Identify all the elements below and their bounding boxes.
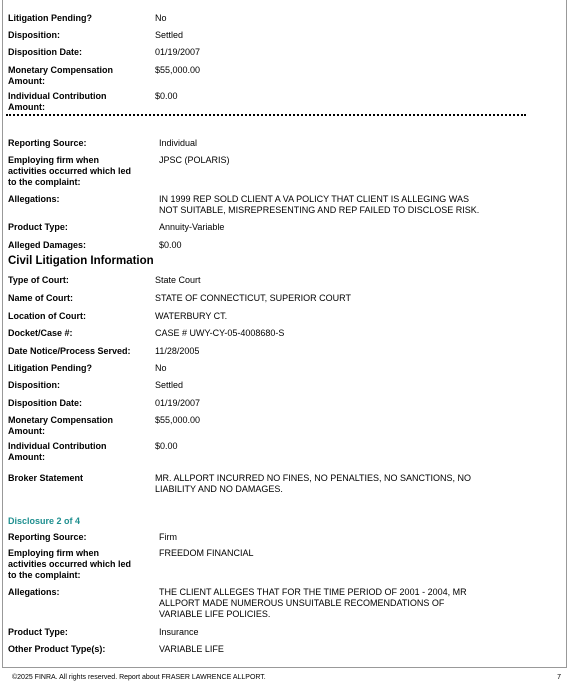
value-line: IN 1999 REP SOLD CLIENT A VA POLICY THAT CLIENT IS ALLEGING WAS: [159, 194, 469, 204]
label-line: Employing firm when: [8, 548, 100, 558]
field-value: [159, 587, 467, 620]
field-value: No: [155, 13, 167, 23]
field-label: Product Type:: [8, 627, 68, 637]
field-value: Annuity-Variable: [159, 222, 225, 232]
field-label: Docket/Case #:: [8, 328, 73, 338]
civil-litigation-heading: Civil Litigation Information: [8, 255, 154, 267]
field-label: Disposition Date:: [8, 47, 83, 57]
field-value: No: [155, 363, 167, 373]
field-value: FREEDOM FINANCIAL: [159, 548, 254, 558]
field-label: Allegations:: [8, 194, 60, 204]
field-label: Allegations:: [8, 587, 60, 597]
field-value: $55,000.00: [155, 65, 201, 75]
label-line: Amount:: [8, 426, 45, 436]
field-value: Settled: [155, 30, 184, 40]
field-label: [8, 548, 148, 581]
field-value: Firm: [159, 532, 177, 542]
value-line: MR. ALLPORT INCURRED NO FINES, NO PENALTIES, NO SANCTIONS, NO: [155, 473, 472, 483]
field-value: CASE # UWY-CY-05-4008680-S: [155, 328, 285, 338]
section-divider: [6, 114, 526, 116]
label-line: Amount:: [8, 76, 45, 86]
field-value: Insurance: [159, 627, 199, 637]
field-label: Broker Statement: [8, 473, 84, 483]
field-label: Disposition:: [8, 30, 60, 40]
field-label: [8, 91, 148, 113]
field-value: 11/28/2005: [155, 346, 200, 356]
label-line: Individual Contribution: [8, 441, 107, 451]
label-line: Employing firm when: [8, 155, 100, 165]
field-value: Individual: [159, 138, 198, 148]
footer-copyright: ©2025 FINRA. All rights reserved. Report about FRASER LAWRENCE ALLPORT.: [12, 674, 266, 681]
value-line: THE CLIENT ALLEGES THAT FOR THE TIME PERIOD OF 2001 - 2004, MR: [159, 587, 467, 597]
field-label: Name of Court:: [8, 293, 73, 303]
field-label: Disposition Date:: [8, 398, 83, 408]
field-label: [8, 155, 148, 188]
label-line: activities occurred which led: [8, 559, 132, 569]
field-label: Location of Court:: [8, 311, 86, 321]
value-line: NOT SUITABLE, MISREPRESENTING AND REP FAILED TO DISCLOSE RISK.: [159, 205, 480, 215]
field-value: $0.00: [155, 91, 178, 101]
label-line: Amount:: [8, 102, 45, 112]
field-label: Type of Court:: [8, 275, 69, 285]
field-value: Settled: [155, 380, 184, 390]
field-label: [8, 415, 148, 437]
field-value: $55,000.00: [155, 415, 201, 425]
label-line: to the complaint:: [8, 177, 81, 187]
field-value: 01/19/2007: [155, 47, 201, 57]
label-line: to the complaint:: [8, 570, 81, 580]
field-label: Reporting Source:: [8, 138, 87, 148]
value-line: LIABILITY AND NO DAMAGES.: [155, 484, 283, 494]
field-label: Disposition:: [8, 380, 60, 390]
label-line: Individual Contribution: [8, 91, 107, 101]
field-value: [159, 194, 479, 216]
field-label: Reporting Source:: [8, 532, 87, 542]
page-number: 7: [557, 674, 561, 681]
field-label: Litigation Pending?: [8, 363, 92, 373]
label-line: activities occurred which led: [8, 166, 132, 176]
field-label: Product Type:: [8, 222, 68, 232]
field-value: $0.00: [155, 441, 178, 451]
field-label: Date Notice/Process Served:: [8, 346, 131, 356]
field-value: State Court: [155, 275, 201, 285]
field-value: STATE OF CONNECTICUT, SUPERIOR COURT: [155, 293, 352, 303]
field-label: [8, 65, 148, 87]
field-value: WATERBURY CT.: [155, 311, 228, 321]
field-value: 01/19/2007: [155, 398, 201, 408]
field-value: JPSC (POLARIS): [159, 155, 230, 165]
value-line: VARIABLE LIFE POLICIES.: [159, 609, 271, 619]
disclosure-heading: Disclosure 2 of 4: [8, 516, 81, 526]
value-line: ALLPORT MADE NUMEROUS UNSUITABLE RECOMENDATIONS OF: [159, 598, 445, 608]
label-line: Monetary Compensation: [8, 415, 114, 425]
label-line: Monetary Compensation: [8, 65, 114, 75]
field-label: Other Product Type(s):: [8, 644, 106, 654]
field-label: Alleged Damages:: [8, 240, 87, 250]
field-value: $0.00: [159, 240, 182, 250]
field-label: Litigation Pending?: [8, 13, 92, 23]
label-line: Amount:: [8, 452, 45, 462]
field-label: [8, 441, 148, 463]
field-value: VARIABLE LIFE: [159, 644, 224, 654]
field-value: [155, 473, 471, 495]
